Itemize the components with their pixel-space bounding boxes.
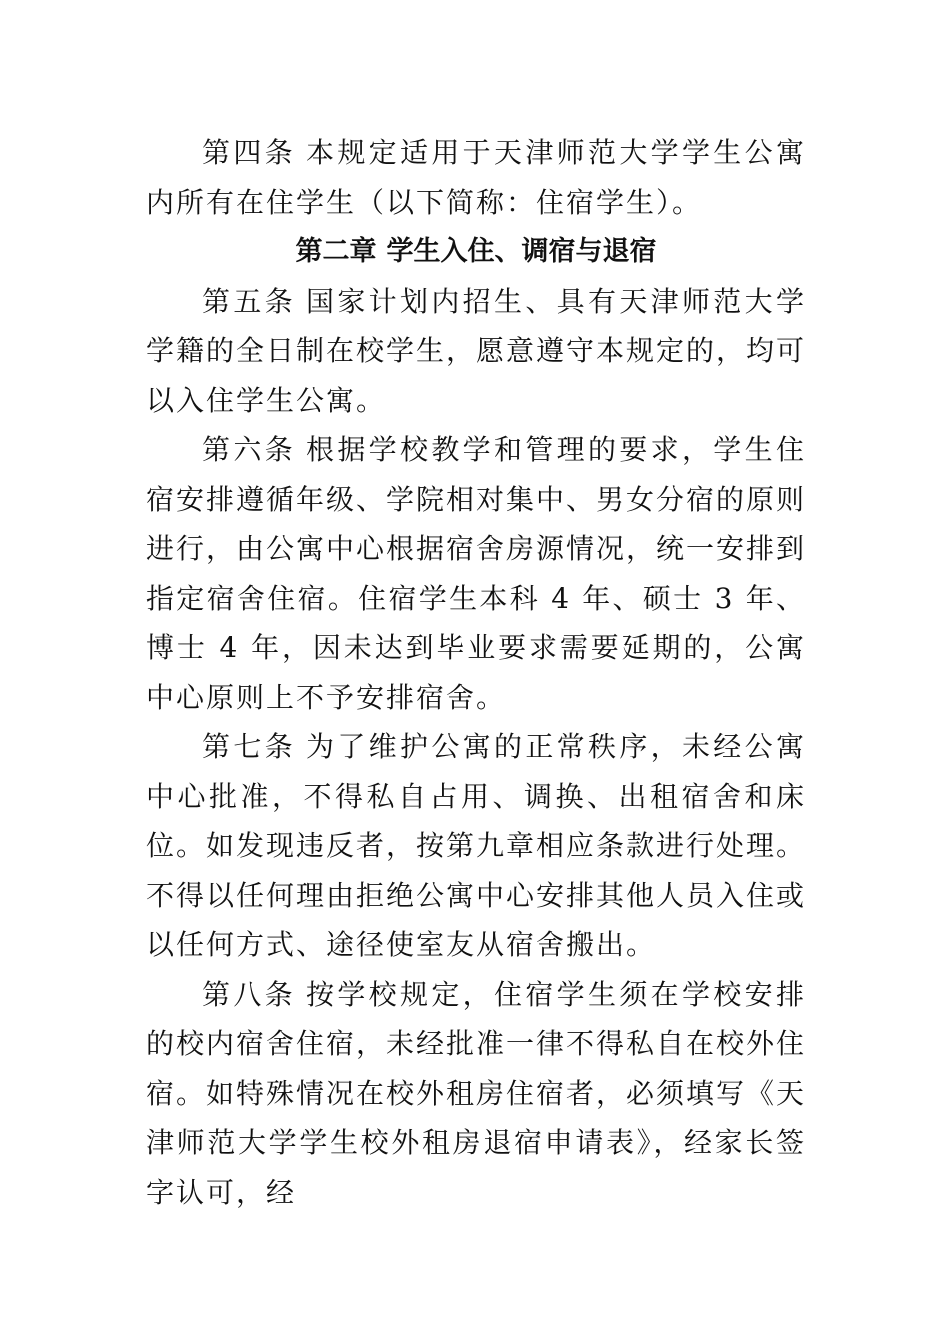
article-label: 第七条 bbox=[202, 730, 296, 763]
chapter-title: 学生入住、调宿与退宿 bbox=[386, 236, 657, 267]
article-text: 国家计划内招生、具有天津师范大学学籍的全日制在校学生，愿意遵守本规定的，均可以入住学生公寓。 bbox=[146, 284, 807, 417]
article-text: 根据学校教学和管理的要求，学生住宿安排遵循年级、学院相对集中、男女分宿的原则进行，由公寓中心根据宿舍房源情况，统一安排到指定宿舍住宿。住宿学生本科 4 年、硕士 3 年、博士 4 年，因未达到毕业要求需要延期的，公寓中心原则上不予安排宿舍。 bbox=[146, 433, 807, 714]
chapter-heading bbox=[146, 227, 806, 277]
article-text: 为了维护公寓的正常秩序，未经公寓中心批准，不得私自占用、调换、出租宿舍和床位。如发现违反者，按第九章相应条款进行处理。不得以任何理由拒绝公寓中心安排其他人员入住或以任何方式、途径使室友从宿舍搬出。 bbox=[146, 730, 807, 961]
article-8 bbox=[146, 970, 806, 1218]
article-label: 第五条 bbox=[202, 284, 296, 318]
article-5 bbox=[146, 277, 806, 426]
article-label: 第八条 bbox=[202, 977, 296, 1011]
article-text: 按学校规定，住宿学生须在学校安排的校内宿舍住宿，未经批准一律不得私自在校外住宿。如特殊情况在校外租房住宿者，必须填写《天津师范大学学生校外租房退宿申请表》，经家长签字认可，经 bbox=[146, 977, 807, 1209]
article-label: 第四条 bbox=[202, 136, 296, 169]
article-7 bbox=[146, 722, 806, 970]
article-6 bbox=[146, 425, 806, 722]
article-4 bbox=[146, 128, 806, 227]
article-label: 第六条 bbox=[202, 433, 296, 466]
article-text: 本规定适用于天津师范大学学生公寓内所有在住学生（以下简称：住宿学生）。 bbox=[146, 136, 806, 219]
chapter-number: 第二章 bbox=[295, 236, 377, 267]
document-body bbox=[146, 128, 806, 1217]
